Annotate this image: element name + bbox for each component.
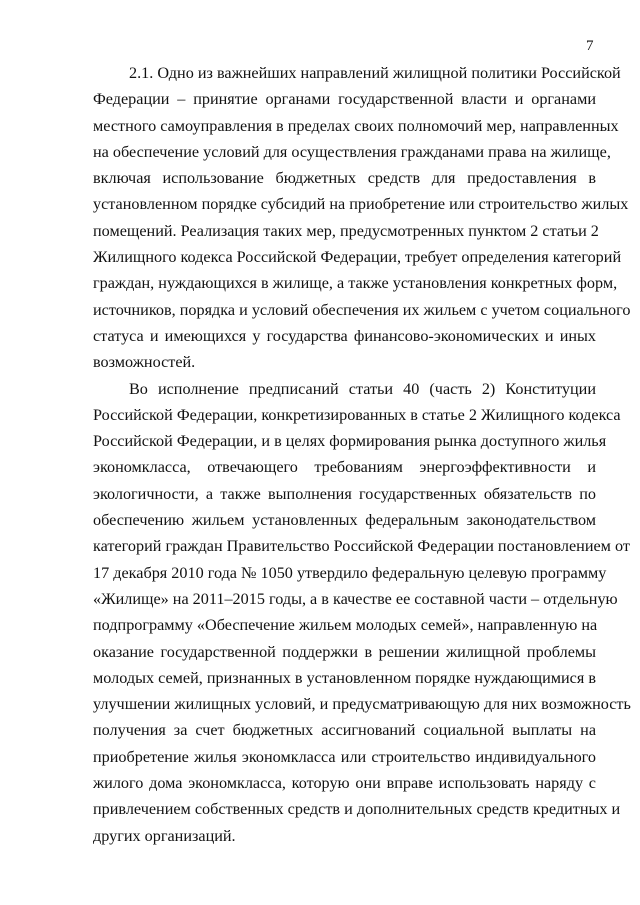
text-line: оказание государственной поддержки в решении жилищной проблемы	[93, 642, 596, 661]
text-line: обеспечению жильем установленных федеральным законодательством	[93, 511, 596, 530]
text-line: возможностей.	[93, 353, 196, 372]
text-line: 2.1. Одно из важнейших направлений жилищной политики Российской	[129, 64, 621, 82]
text-line: на обеспечение условий для осуществления гражданами права на жилище,	[93, 142, 611, 161]
text-line: Жилищного кодекса Российской Федерации, требует определения категорий	[93, 248, 622, 267]
text-line: помещений. Реализация таких мер, предусмотренных пунктом 2 статьи 2	[93, 221, 599, 240]
text-line: Российской Федерации, конкретизированных в статье 2 Жилищного кодекса	[93, 405, 621, 424]
text-line: Российской Федерации, и в целях формирования рынка доступного жилья	[93, 432, 607, 451]
text-line: экологичности, а также выполнения государственных обязательств по	[93, 484, 596, 503]
text-line: 17 декабря 2010 года № 1050 утвердило федеральную целевую программу	[93, 563, 607, 582]
text-line: местного самоуправления в пределах своих полномочий мер, направленных	[93, 116, 619, 135]
text-line: привлечением собственных средств и дополнительных средств кредитных и	[93, 800, 621, 819]
text-line: статуса и имеющихся у государства финансово-экономических и иных	[93, 326, 596, 345]
paragraph-1	[93, 60, 631, 376]
text-line: категорий граждан Правительство Российской Федерации постановлением от	[93, 537, 630, 556]
text-line: Во исполнение предписаний статьи 40 (часть 2) Конституции	[129, 379, 596, 398]
text-line: жилого дома экономкласса, которую они вправе использовать наряду с	[93, 774, 596, 793]
text-line: источников, порядка и условий обеспечения их жильем с учетом социального	[93, 300, 631, 319]
text-line: Федерации – принятие органами государственной власти и органами	[93, 90, 596, 109]
text-line: «Жилище» на 2011–2015 годы, а в качестве ее составной части – отдельную	[93, 589, 618, 608]
text-line: других организаций.	[93, 826, 236, 845]
text-line: включая использование бюджетных средств для предоставления в	[93, 169, 596, 188]
document-body	[93, 60, 631, 849]
text-line: граждан, нуждающихся в жилище, а также установления конкретных форм,	[93, 274, 618, 293]
page-number: 7	[586, 38, 594, 54]
text-line: подпрограмму «Обеспечение жильем молодых семей», направленную на	[93, 616, 598, 635]
text-line: получения за счет бюджетных ассигнований социальной выплаты на	[93, 721, 596, 740]
text-line: приобретение жилья экономкласса или строительство индивидуального	[93, 747, 596, 766]
paragraph-2	[93, 376, 631, 849]
text-line: экономкласса, отвечающего требованиям энергоэффективности и	[93, 458, 596, 477]
text-line: улучшении жилищных условий, и предусматривающую для них возможность	[93, 695, 631, 714]
text-line: молодых семей, признанных в установленном порядке нуждающимися в	[93, 668, 596, 687]
text-line: установленном порядке субсидий на приобретение или строительство жилых	[93, 195, 629, 214]
